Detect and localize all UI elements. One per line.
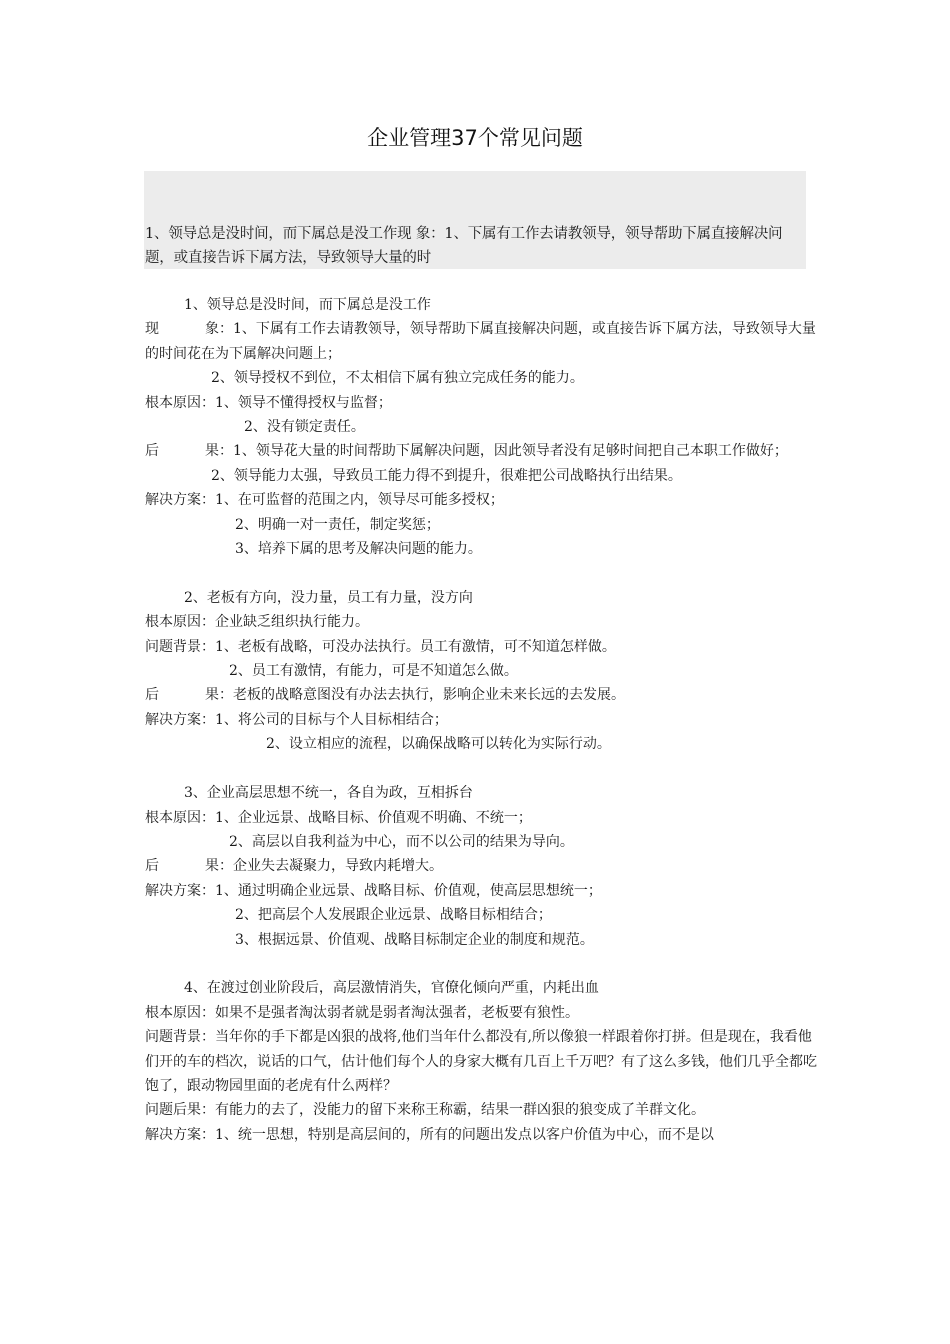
solution-2: 2、把高层个人发展跟企业远景、战略目标相结合； [235,907,552,924]
result-2: 2、领导能力太强，导致员工能力得不到提升，很难把公司战略执行出结果。 [211,467,682,484]
section-3-solution [145,879,825,903]
root-cause-2: 2、没有锁定责任。 [244,419,365,436]
solution-1: 1、通过明确企业远景、战略目标、价值观，使高层思想统一； [215,882,602,899]
background-1: 1、老板有战略，可没办法执行。员工有激情，可不知道怎样做。 [215,638,616,655]
section-2-heading: 2、老板有方向，没力量，员工有力量，没方向 [184,589,473,606]
phenomenon-label-a: 现 [145,321,159,338]
document-body [145,293,825,1147]
section-2-solution [145,708,825,732]
solution-1: 1、统一思想，特别是高层间的，所有的问题出发点以客户价值为中心，而不是以 [215,1126,714,1143]
solution-label: 解决方案： [145,1126,215,1143]
section-3-result [145,854,825,878]
section-1-solution [145,488,825,512]
section-2-result [145,683,825,707]
root-cause-1: 1、企业远景、战略目标、价值观不明确、不统一； [215,809,532,826]
result-label-b: 果： [205,687,233,704]
result-label-b: 果： [205,443,233,460]
root-cause-label: 根本原因： [145,1004,215,1021]
section-1-phenomenon [145,317,825,366]
section-3-root-cause [145,806,825,830]
solution-3: 3、培养下属的思考及解决问题的能力。 [235,541,482,558]
solution-1: 1、在可监督的范围之内，领导尽可能多授权； [215,492,504,509]
solution-label: 解决方案： [145,711,215,728]
section-1-result [145,439,825,463]
root-cause-2: 2、高层以自我利益为中心，而不以公司的结果为导向。 [229,833,574,850]
section-1-root-cause [145,391,825,415]
solution-3: 3、根据远景、价值观、战略目标制定企业的制度和规范。 [235,931,594,948]
result: 老板的战略意图没有办法去执行，影响企业未来长远的去发展。 [233,687,625,704]
root-cause-1: 1、领导不懂得授权与监督； [215,394,392,411]
section-4-solution [145,1123,825,1147]
section-4-root-cause [145,1001,825,1025]
consequence: 有能力的去了，没能力的留下来称王称霸，结果一群凶狠的狼变成了羊群文化。 [215,1102,705,1119]
section-1-heading: 1、领导总是没时间，而下属总是没工作 [184,297,431,313]
section-2-root-cause [145,610,825,634]
background-label: 问题背景： [145,1029,215,1046]
background-label: 问题背景： [145,638,215,655]
result-1: 1、领导花大量的时间帮助下属解决问题，因此领导者没有足够时间把自己本职工作做好； [233,443,788,460]
solution-1: 1、将公司的目标与个人目标相结合； [215,711,448,728]
phenomenon-1: 1、下属有工作去请教领导，领导帮助下属直接解决问题，或直接告诉下属方法，导致领导大量的时间花在为下属解决问题上； [145,321,816,362]
document-title: 企业管理37个常见问题 [367,126,583,150]
root-cause: 如果不是强者淘汰弱者就是弱者淘汰强者，老板要有狼性。 [215,1004,579,1021]
consequence-label: 问题后果： [145,1102,215,1119]
section-4-consequence [145,1098,825,1122]
root-cause: 企业缺乏组织执行能力。 [215,614,369,631]
solution-label: 解决方案： [145,882,215,899]
solution-label: 解决方案： [145,492,215,509]
root-cause-label: 根本原因： [145,809,215,826]
root-cause-label: 根本原因： [145,394,215,411]
solution-2: 2、设立相应的流程，以确保战略可以转化为实际行动。 [266,736,611,753]
result-label-a: 后 [145,687,159,704]
section-2-background [145,635,825,659]
result-label-a: 后 [145,443,159,460]
result-label-a: 后 [145,858,159,875]
solution-2: 2、明确一对一责任，制定奖惩； [235,516,440,533]
section-3-heading: 3、企业高层思想不统一，各自为政，互相拆台 [184,785,473,802]
phenomenon-label-b: 象： [205,321,233,338]
background: 当年你的手下都是凶狠的战将,他们当年什么都没有,所以像狼一样跟着你打拼。但是现在，我看他们开的车的档次，说话的口气，估计他们每个人的身家大概有几百上千万吧？有了这么多钱，他们几乎全都吃饱了，跟动物园里面的老虎有什么两样？ [145,1029,817,1094]
root-cause-label: 根本原因： [145,614,215,631]
section-4-background [145,1025,825,1098]
phenomenon-2: 2、领导授权不到位，不太相信下属有独立完成任务的能力。 [211,370,584,387]
section-4-heading: 4、在渡过创业阶段后，高层激情消失，官僚化倾向严重，内耗出血 [184,980,599,997]
background-2: 2、员工有激情，有能力，可是不知道怎么做。 [229,663,518,680]
summary-text: 1、领导总是没时间，而下属总是没工作现 象：1、下属有工作去请教领导，领导帮助下属直接解决问题，或直接告诉下属方法，导致领导大量的时 [145,226,783,266]
result-label-b: 果： [205,858,233,875]
result: 企业失去凝聚力，导致内耗增大。 [233,858,443,875]
